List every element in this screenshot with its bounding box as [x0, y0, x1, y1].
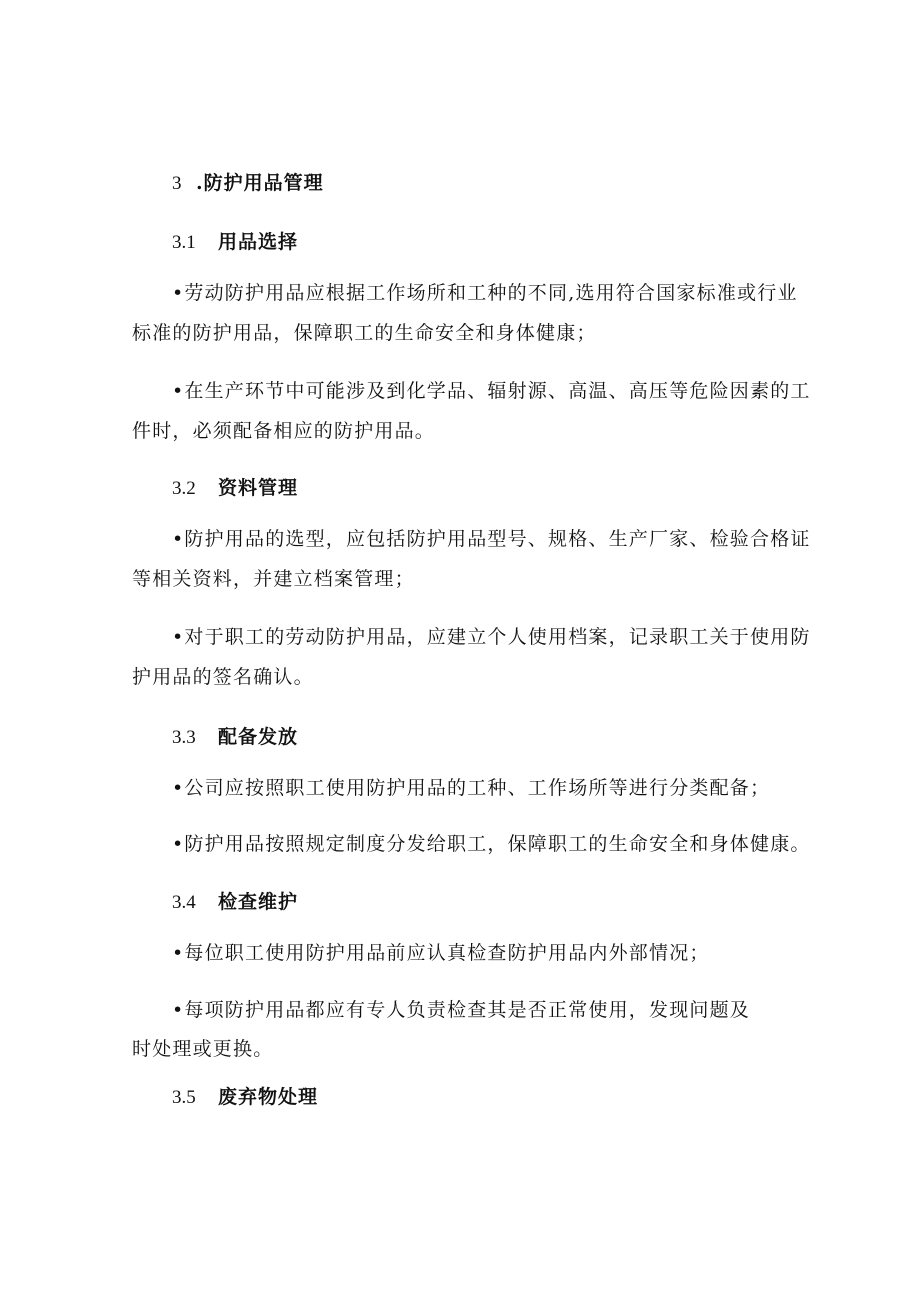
paragraph-line: 件时，必须配备相应的防护用品。 — [132, 420, 436, 442]
paragraph-line: •对于职工的劳动防护用品，应建立个人使用档案，记录职工关于使用防 — [172, 626, 811, 648]
subsection-title: 资料管理 — [218, 477, 299, 499]
subsection-number: 3.4 — [172, 892, 196, 913]
section-number: 3 — [172, 173, 182, 194]
subsection-heading-3-5 — [172, 1085, 318, 1110]
subsection-title: 检查维护 — [218, 891, 299, 913]
subsection-heading-3-2 — [172, 476, 298, 501]
subsection-title: 废弃物处理 — [218, 1086, 319, 1108]
subsection-number: 3.5 — [172, 1087, 196, 1108]
paragraph-line: •每项防护用品都应有专人负责检查其是否正常使用，发现问题及 — [172, 999, 751, 1021]
paragraph-line: •防护用品按照规定制度分发给职工，保障职工的生命安全和身体健康。 — [172, 833, 811, 855]
subsection-number: 3.3 — [172, 727, 196, 748]
paragraph-line: 护用品的签名确认。 — [132, 666, 314, 688]
paragraph-line: •公司应按照职工使用防护用品的工种、工作场所等进行分类配备； — [172, 777, 771, 799]
subsection-heading-3-1 — [172, 230, 298, 255]
paragraph-line: •每位职工使用防护用品前应认真检查防护用品内外部情况； — [172, 942, 710, 964]
subsection-heading-3-4 — [172, 890, 298, 915]
subsection-heading-3-3 — [172, 725, 298, 750]
paragraph-line: •劳动防护用品应根据工作场所和工种的不同,选用符合国家标准或行业 — [172, 282, 798, 304]
paragraph-line: 时处理或更换。 — [132, 1038, 274, 1060]
section-title: .防护用品管理 — [196, 172, 324, 194]
subsection-title: 用品选择 — [218, 231, 299, 253]
paragraph-line: •在生产环节中可能涉及到化学品、辐射源、高温、高压等危险因素的工 — [172, 380, 811, 402]
subsection-number: 3.2 — [172, 478, 196, 499]
paragraph-line: •防护用品的选型，应包括防护用品型号、规格、生产厂家、检验合格证 — [172, 528, 811, 550]
subsection-title: 配备发放 — [218, 726, 299, 748]
paragraph-line: 标准的防护用品，保障职工的生命安全和身体健康； — [132, 322, 597, 344]
subsection-number: 3.1 — [172, 232, 196, 253]
section-heading — [172, 171, 324, 196]
paragraph-line: 等相关资料，并建立档案管理； — [132, 568, 415, 590]
